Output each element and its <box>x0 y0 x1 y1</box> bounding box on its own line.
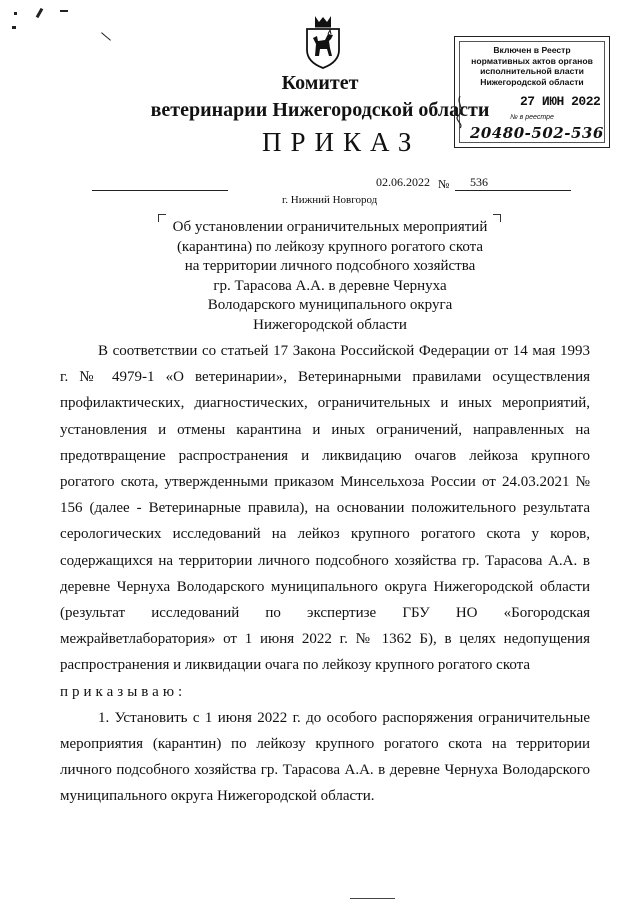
title-line: Володарского муниципального округа <box>207 297 453 313</box>
document-title <box>160 218 500 335</box>
date-underline <box>92 190 228 191</box>
title-line: гр. Тарасова А.А. в деревне Чернуха <box>213 277 447 294</box>
committee-line-2: ветеринарии Нижегородской области <box>150 99 490 121</box>
number-label: № <box>438 177 450 191</box>
stamp-line-3: исполнительной власти <box>480 66 584 76</box>
stamp-line-1: Включен в Реестр <box>493 45 571 55</box>
order-item-1: 1. Установить с 1 июня 2022 г. до особого распоряжения ограничительные мероприятия (карантин) по лейкозу крупного рогатого скота на территории личного подсобного хозяйства гр. Тарасова А.А. в деревне Чернуха Володарского муниципального округа Нижегородской области. <box>60 709 590 805</box>
signature-mark <box>452 90 482 130</box>
city: г. Нижний Новгород <box>282 194 378 206</box>
document-number: 536 <box>470 175 488 189</box>
committee-name <box>150 70 490 124</box>
stamp-line-2: нормативных актов органов <box>471 55 593 66</box>
title-line: (карантина) по лейкозу крупного рогатого скота <box>176 238 484 255</box>
number-underline <box>455 190 571 191</box>
nizhny-novgorod-coat-of-arms-icon <box>303 14 343 70</box>
committee-line-1: Комитет <box>281 72 359 94</box>
document-body <box>60 338 590 810</box>
document-date: 02.06.2022 <box>376 175 430 189</box>
stamp-reg-number: 20480-502-536 <box>470 124 604 142</box>
title-line: на территории личного подсобного хозяйства <box>184 258 476 274</box>
preamble-paragraph: В соответствии со статьей 17 Закона Российской Федерации от 14 мая 1993 г. № 4979-1 «О ветеринарии», Ветеринарными правилами осуществления профилактических, диагностических, ограничительных и иных мероприятий, установления и отмены карантина и иных ограничений, направленных на предотвращение распространения и ликвидацию очагов лейкоза крупного рогатого скота, утвержденными приказом Минсельхоза России от 24.03.2021 № 156 (далее - Ветеринарные правила), на основании положительного результата серологических исследований на лейкоз крупного рогатого скота у коров, содержащихся на территории личного подсобного хозяйства гр. Тарасова А.А. в деревне Чернуха Володарского муниципального округа Нижегородской области (результат исследований по экспертизе ГБУ НО «Богородская межрайветлаборатория» от 1 июня 2022 г. № 1362 Б), в целях недопущения распространения и ликвидации очага по лейкозу крупного рогатого скота <box>60 343 590 674</box>
stamp-date: 27 ИЮН 2022 <box>520 94 601 109</box>
document-type: ПРИКАЗ <box>262 127 421 157</box>
title-line: Об установлении ограничительных мероприятий <box>172 219 488 235</box>
scan-mark <box>14 12 17 15</box>
scan-mark <box>36 8 44 18</box>
scan-mark <box>12 26 16 29</box>
order-word: приказываю: <box>60 683 187 700</box>
title-line: Нижегородской области <box>253 316 407 333</box>
page-bottom-mark <box>350 898 395 899</box>
stamp-line-4: Нижегородской области <box>480 76 584 87</box>
stamp-reg-label: № в реестре <box>510 114 554 121</box>
scan-mark <box>60 10 68 12</box>
scan-mark <box>101 32 111 40</box>
